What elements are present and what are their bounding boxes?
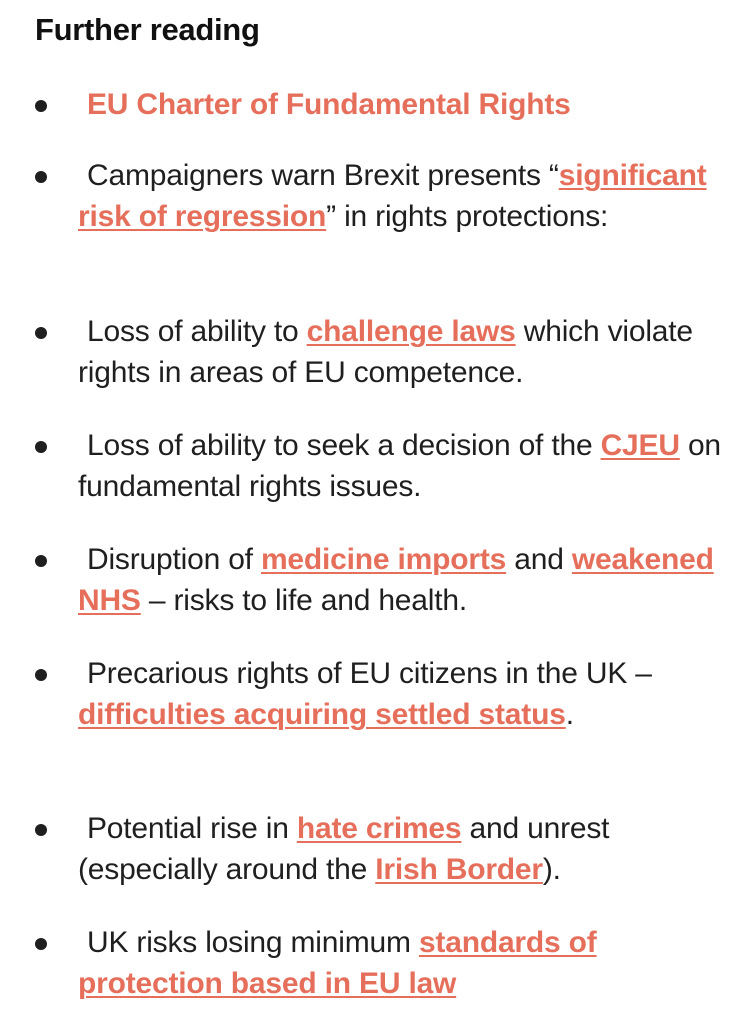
link-cjeu[interactable]: CJEU xyxy=(600,429,680,462)
item-text-post: ” in rights protections: xyxy=(326,200,609,233)
list-item-text xyxy=(78,808,728,890)
bullet-icon xyxy=(35,938,47,950)
link-significant-risk[interactable]: significant risk of regression xyxy=(78,159,707,233)
item-text-pre: Loss of ability to seek a decision of the xyxy=(87,429,601,462)
item-text-pre: Precarious rights of EU citizens in the UK – xyxy=(87,657,652,690)
list-item-text xyxy=(78,155,728,237)
link-eu-charter[interactable]: EU Charter of Fundamental Rights xyxy=(87,88,571,121)
item-text-post: ). xyxy=(542,853,561,886)
further-reading-heading: Further reading xyxy=(35,12,260,47)
item-text-post: – risks to life and health. xyxy=(140,584,467,617)
link-challenge-laws[interactable]: challenge laws xyxy=(306,315,516,348)
item-text-pre: Disruption of xyxy=(87,543,261,576)
item-text-mid: and unrest (especially around the xyxy=(78,812,610,886)
item-text-post: on fundamental rights issues. xyxy=(78,429,721,503)
link-medicine-imports[interactable]: medicine imports xyxy=(260,543,507,576)
list-item-text xyxy=(78,311,728,393)
bullet-icon xyxy=(35,327,47,339)
link-hate-crimes[interactable]: hate crimes xyxy=(296,812,462,845)
item-text-post: which violate rights in areas of EU competence. xyxy=(78,315,693,389)
list-item-text xyxy=(78,653,728,735)
list-item-text xyxy=(78,425,728,507)
bullet-icon xyxy=(35,100,47,112)
item-text-pre: Loss of ability to xyxy=(87,315,307,348)
item-text-pre: Campaigners warn Brexit presents “ xyxy=(87,159,559,192)
bullet-icon xyxy=(35,555,47,567)
link-irish-border[interactable]: Irish Border xyxy=(375,853,543,886)
item-text-pre: UK risks losing minimum xyxy=(87,926,419,959)
bullet-icon xyxy=(35,824,47,836)
list-item-text xyxy=(78,922,728,1004)
link-weakened-nhs[interactable]: weakened NHS xyxy=(78,543,714,617)
item-text-post: . xyxy=(565,698,574,731)
item-text-mid: and xyxy=(506,543,572,576)
item-text-pre: Potential rise in xyxy=(87,812,297,845)
list-item-text xyxy=(78,84,728,125)
list-item-text xyxy=(78,539,728,621)
bullet-icon xyxy=(35,441,47,453)
bullet-icon xyxy=(35,171,47,183)
bullet-icon xyxy=(35,669,47,681)
link-settled-status[interactable]: difficulties acquiring settled status xyxy=(78,698,566,731)
link-standards-of-protection[interactable]: standards of protection based in EU law xyxy=(78,926,597,1000)
